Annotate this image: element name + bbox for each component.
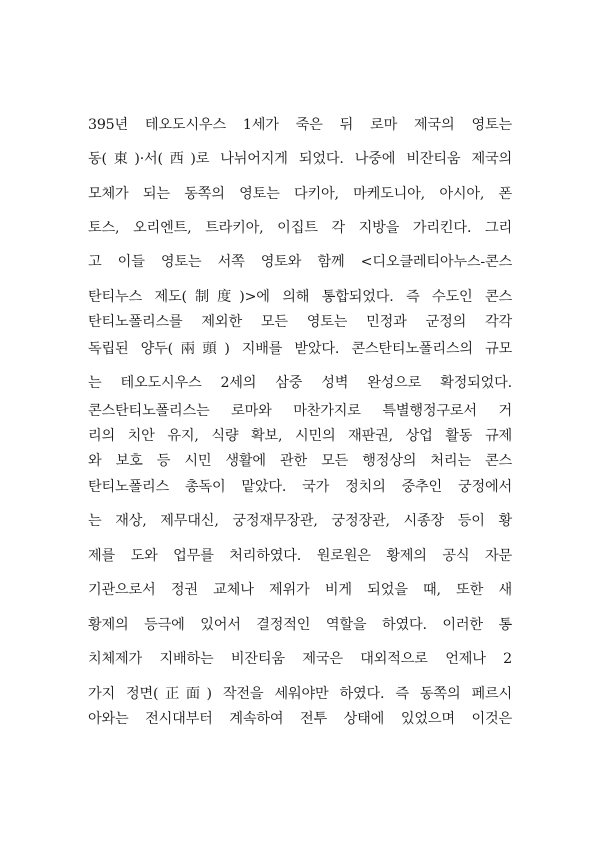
text-line: 독립된 양두(兩頭) 지배를 받았다. 콘스탄티노폴리스의 규모 — [88, 341, 512, 357]
text-line: 아와는 전시대부터 계속하여 전투 상태에 있었으며 이것은 — [88, 711, 512, 727]
text-line: 기관으로서 정권 교체나 제위가 비게 되었을 때, 또한 새 — [88, 582, 512, 598]
text-line: 콘스탄티노폴리스는 로마와 마찬가지로 특별행정구로서 거 — [88, 403, 512, 419]
text-line: 동(東)·서(西)로 나뉘어지게 되었다. 나중에 비잔티움 제국의 — [88, 151, 512, 167]
text-line: 토스, 오리엔트, 트라키아, 이집트 각 지방을 가리킨다. 그리 — [88, 220, 512, 236]
text-line: 모체가 되는 동쪽의 영토는 다키아, 마케도니아, 아시아, 폰 — [88, 186, 512, 202]
text-line: 는 테오도시우스 2세의 삼중 성벽 완성으로 확정되었다. — [88, 375, 512, 391]
text-line: 탄티누스 제도(制度)>에 의해 통합되었다. 즉 수도인 콘스 — [88, 289, 512, 305]
text-line: 고 이들 영토는 서쪽 영토와 함께 <디오클레티아누스-콘스 — [88, 254, 512, 270]
text-line: 탄티노폴리스 총독이 맡았다. 국가 정치의 중추인 궁정에서 — [88, 479, 512, 495]
text-line: 리의 치안 유지, 식량 확보, 시민의 재판권, 상업 활동 규제 — [88, 428, 512, 444]
text-line: 제를 도와 업무를 처리하였다. 원로원은 황제의 공식 자문 — [88, 548, 512, 564]
text-line: 는 재상, 제무대신, 궁정재무장관, 궁정장관, 시종장 등이 황 — [88, 513, 512, 529]
text-line: 395년 테오도시우스 1세가 죽은 뒤 로마 제국의 영토는 — [88, 117, 512, 133]
text-line: 탄티노폴리스를 제외한 모든 영토는 민정과 군정의 각각 — [88, 314, 512, 330]
text-line: 가지 정면(正面) 작전을 세워야만 하였다. 즉 동쪽의 페르시 — [88, 686, 512, 702]
text-line: 치체제가 지배하는 비잔티움 제국은 대외적으로 언제나 2 — [88, 651, 512, 667]
text-line: 황제의 등극에 있어서 결정적인 역할을 하였다. 이러한 통 — [88, 617, 512, 633]
text-line: 와 보호 등 시민 생활에 관한 모든 행정상의 처리는 콘스 — [88, 453, 512, 469]
